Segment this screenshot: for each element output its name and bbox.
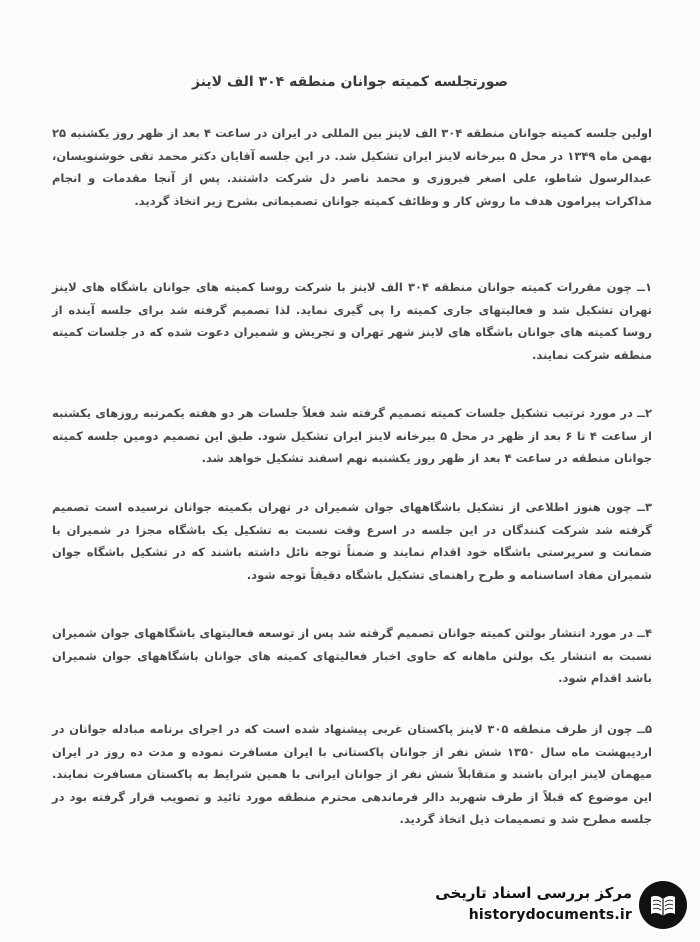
resolution-item-5: ۵ــ چون از طرف منطقه ۳۰۵ لاینز پاکستان غربی پیشنهاد شده است که در اجرای برنامه مبادله جوانان در اردیبهشت ماه سال ۱۳۵۰ شش نفر از جوانان پاکستانی با ایران مسافرت نموده و مدت ده روز در ایران میهمان لاینز ایران باشند و متقابلاً شش نفر از جوانان ایرانی با همین شرایط به پاکستان مسافرت نمایند. این موضوع که قبلاً از طرف شهربد دالر فرماندهی محترم منطقه مورد تائید و تصویب قرار گرفته بود در جلسه مطرح شد و تصمیمات ذیل اتخاذ گردید.	[52, 722, 652, 826]
resolution-item-4: ۴ــ در مورد انتشار بولتن کمیته جوانان تصمیم گرفته شد پس از توسعه فعالیتهای باشگاههای جوان شمیران نسبت به انتشار یک بولتن ماهانه که حاوی اخبار فعالیتهای کمیته های جوانان باشگاههای جوان شمیران باشد اقدام شود.	[52, 626, 652, 685]
resolution-item-3: ۳ــ چون هنوز اطلاعی از تشکیل باشگاههای جوان شمیران در تهران بکمیته جوانان نرسیده است تصمیم گرفته شد شرکت کنندگان در این جلسه در اسرع وقت نسبت به تشکیل یک باشگاه مجزا در شمیران با ضمانت و سرپرستی باشگاه خود اقدام نمایند و ضمناً توجه نائل داشته باشند که در تشکیل باشگاه جوان شمیران مفاد اساسنامه و طرح راهنمای تشکیل باشگاه دقیقاً توجه شود.	[52, 500, 652, 582]
open-book-logo-icon	[638, 880, 688, 930]
site-url[interactable]: historydocuments.ir	[468, 907, 632, 923]
resolution-item-1: ۱ــ چون مقررات کمیته جوانان منطقه ۳۰۴ الف لاینز با شرکت روسا کمیته های جوانان باشگاه های لاینز تهران تشکیل شد و فعالیتهای جاری کمیته را پی گیری نماید. لذا تصمیم گرفته شد برای جلسه آینده از روسا کمیته های جوانان باشگاه های لاینز شهر تهران و تجریش و شمیران دعوت شده که در جلسات کمیته منطقه شرکت نمایند.	[52, 280, 652, 362]
site-name: مرکز بررسی اسناد تاریخی	[435, 884, 632, 902]
resolution-item-2: ۲ــ در مورد ترتیب تشکیل جلسات کمیته تصمیم گرفته شد فعلاً جلسات هر دو هفته یکمرتبه روزهای یکشنبه از ساعت ۴ تا ۶ بعد از ظهر در محل ۵ بیرخانه لاینز ایران تشکیل شود. طبق این تصمیم دومین جلسه کمیته جوانان منطقه در ساعت ۴ بعد از ظهر روز یکشنبه نهم اسفند تشکیل خواهد شد.	[52, 406, 652, 465]
footer-watermark	[412, 880, 692, 936]
footer-texts	[435, 882, 632, 926]
document-title: صورتجلسه کمیته جوانان منطقه ۳۰۴ الف لاینز	[191, 74, 509, 90]
intro-paragraph: اولین جلسه کمیته جوانان منطقه ۳۰۴ الف لاینز بین المللی در ایران در ساعت ۴ بعد از ظهر روز یکشنبه ۲۵ بهمن ماه ۱۳۴۹ در محل ۵ بیرخانه لاینز ایران تشکیل شد. در این جلسه آقایان دکتر محمد تقی خوشنویسان، عبدالرسول شاطو، علی اصغر فیروزی و محمد ناصر دل شرکت داشتند. پس از آنجا مقدمات و انجام مذاکرات پیرامون هدف ما روش کار و وظائف کمیته جوانان تصمیماتی بشرح زیر اتخاذ گردید.	[52, 126, 652, 208]
